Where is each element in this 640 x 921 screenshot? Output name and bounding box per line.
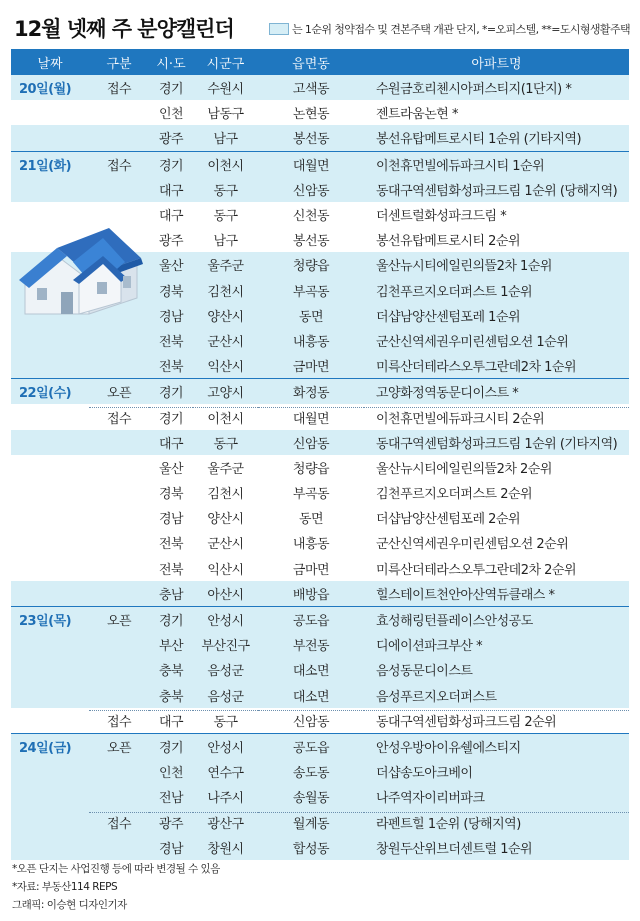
sigungu-cell: 이천시: [193, 407, 258, 427]
table-header: [11, 49, 629, 75]
eupmyeondong-cell: 동면: [298, 309, 324, 325]
sigungu-cell: 동구: [193, 710, 258, 730]
apartment-cell: 안성우방아이유쉘에스티지: [376, 740, 521, 756]
table-row: [11, 759, 629, 784]
eupmyeondong-cell: 신암동: [292, 183, 330, 199]
table-row: [11, 125, 629, 150]
footer-source: *자료: 부동산114 REPS: [12, 881, 118, 893]
sigungu-cell: 안성시: [207, 740, 244, 756]
sigungu-cell: 부산진구: [201, 639, 250, 655]
sido-cell: 충북: [158, 664, 184, 680]
sido-cell: 대구: [158, 183, 184, 199]
header-apartment: 아파트명: [471, 56, 522, 72]
header-type: 구분: [106, 56, 132, 72]
sido-cell: 전북: [158, 334, 184, 350]
eupmyeondong-cell: 금마면: [292, 562, 330, 578]
sigungu-cell: 양산시: [207, 512, 244, 528]
eupmyeondong-cell: 대월면: [292, 158, 330, 174]
page-title: 12월 넷째 주 분양캘린더: [14, 17, 234, 41]
type-cell: 접수: [89, 407, 149, 427]
table-row: [11, 455, 629, 480]
eupmyeondong-cell: 화정동: [292, 386, 330, 402]
date-cell: 20일(월): [19, 82, 72, 98]
footer-credit: 그래픽: 이승현 디자인기자: [12, 899, 127, 911]
sigungu-cell: 남구: [213, 234, 238, 250]
eupmyeondong-cell: 신암동: [292, 436, 330, 452]
apartment-cell: 울산뉴시티에일린의뜰2차 2순위: [376, 461, 552, 477]
apartment-cell: 더샵남양산센텀포레 1순위: [376, 309, 521, 325]
sido-cell: 울산: [158, 461, 184, 477]
table-row: [11, 657, 629, 682]
apartment-cell: 힐스테이트천안아산역듀클래스 *: [376, 587, 555, 603]
eupmyeondong-cell: 부전동: [292, 639, 330, 655]
sigungu-cell: 동구: [213, 436, 238, 452]
sigungu-cell: 연수구: [207, 766, 244, 782]
apartment-cell: 봉선유탑메트로시티 1순위 (기타지역): [376, 132, 582, 148]
apartment-cell: 디에이션파크부산 *: [376, 639, 483, 655]
sido-cell: 대구: [158, 209, 184, 225]
apartment-cell: 미륵산더테라스오투그란데2차 1순위: [376, 360, 577, 376]
sido-cell: 경기: [158, 740, 184, 756]
sigungu-cell: 이천시: [207, 158, 244, 174]
table-row: [11, 632, 629, 657]
eupmyeondong-cell: 동면: [298, 512, 324, 528]
eupmyeondong-cell: 공도읍: [292, 614, 330, 630]
apartment-cell: 군산신역세권우미린센텀오션 1순위: [376, 334, 569, 350]
sigungu-cell: 양산시: [207, 309, 244, 325]
eupmyeondong-cell: 신암동: [258, 710, 364, 730]
apartment-cell: 동대구역센텀화성파크드림 2순위: [364, 710, 629, 730]
apartment-cell: 젠트라움논현 *: [376, 107, 458, 123]
apartment-cell: 동대구역센텀화성파크드림 1순위 (기타지역): [376, 436, 618, 452]
table-row: [11, 835, 629, 860]
table-row: [11, 75, 629, 100]
sido-cell: 전북: [158, 360, 184, 376]
table-row: [11, 708, 629, 733]
sigungu-cell: 남구: [213, 132, 238, 148]
type-cell: 오픈: [106, 740, 132, 756]
table-row: [11, 404, 629, 429]
sigungu-cell: 동구: [213, 183, 238, 199]
apartment-cell: 미륵산더테라스오투그란데2차 2순위: [376, 562, 577, 578]
eupmyeondong-cell: 내흥동: [292, 537, 330, 553]
sido-cell: 경남: [158, 309, 184, 325]
eupmyeondong-cell: 청량읍: [292, 259, 330, 275]
footer-note: *오픈 단지는 사업진행 등에 따라 변경될 수 있음: [12, 863, 220, 875]
sido-cell: 광주: [149, 812, 193, 832]
legend: [269, 21, 630, 37]
apartment-cell: 더센트럴화성파크드림 *: [376, 209, 507, 225]
type-cell: 오픈: [106, 614, 132, 630]
eupmyeondong-cell: 송월동: [292, 791, 330, 807]
table-row: [11, 606, 629, 632]
table-row: [11, 177, 629, 202]
date-cell: 24일(금): [19, 740, 72, 756]
apartment-cell: 창원두산위브더센트럴 1순위: [376, 841, 533, 857]
eupmyeondong-cell: 월계동: [258, 812, 364, 832]
table-row: [11, 505, 629, 530]
sigungu-cell: 고양시: [207, 386, 244, 402]
apartment-cell: 더샵남양산센텀포레 2순위: [376, 512, 521, 528]
sigungu-cell: 익산시: [207, 562, 244, 578]
sido-cell: 대구: [149, 710, 193, 730]
sido-cell: 경남: [158, 841, 184, 857]
eupmyeondong-cell: 내흥동: [292, 334, 330, 350]
eupmyeondong-cell: 송도동: [292, 766, 330, 782]
sido-cell: 경기: [158, 158, 184, 174]
header-date: 날짜: [37, 56, 63, 72]
eupmyeondong-cell: 논현동: [292, 107, 330, 123]
sigungu-cell: 광산구: [193, 812, 258, 832]
sido-cell: 울산: [158, 259, 184, 275]
sido-cell: 경기: [158, 82, 184, 98]
apartment-cell: 라펜트힐 1순위 (당해지역): [364, 812, 629, 832]
table-body: [11, 75, 629, 860]
eupmyeondong-cell: 신천동: [292, 209, 330, 225]
apartment-cell: 김천푸르지오더퍼스트 2순위: [376, 487, 533, 503]
date-cell: 23일(목): [19, 614, 72, 630]
sigungu-cell: 안성시: [207, 614, 244, 630]
sigungu-cell: 울주군: [207, 461, 244, 477]
table-row: [11, 100, 629, 125]
eupmyeondong-cell: 부곡동: [292, 487, 330, 503]
sido-cell: 경남: [158, 512, 184, 528]
sido-cell: 광주: [158, 132, 184, 148]
sigungu-cell: 군산시: [207, 334, 244, 350]
sido-cell: 대구: [158, 436, 184, 452]
eupmyeondong-cell: 고색동: [292, 82, 330, 98]
type-cell: 접수: [106, 82, 132, 98]
sido-cell: 경기: [149, 407, 193, 427]
table-row: [11, 809, 629, 834]
table-row: [11, 328, 629, 353]
table-row: [11, 378, 629, 404]
eupmyeondong-cell: 부곡동: [292, 284, 330, 300]
sido-cell: 경북: [158, 284, 184, 300]
sigungu-cell: 음성군: [207, 689, 244, 705]
sido-cell: 인천: [158, 107, 184, 123]
header-sigungu: 시군구: [206, 56, 245, 72]
table-row: [11, 556, 629, 581]
apartment-cell: 나주역자이리버파크: [376, 791, 485, 807]
type-cell: 오픈: [106, 386, 132, 402]
table-row: [11, 480, 629, 505]
eupmyeondong-cell: 봉선동: [292, 132, 330, 148]
legend-swatch: [269, 23, 289, 35]
table-row: [11, 151, 629, 177]
eupmyeondong-cell: 공도읍: [292, 740, 330, 756]
table-row: [11, 581, 629, 606]
legend-text: 는 1순위 청약접수 및 견본주택 개관 단지, *=오피스텔, **=도시형생활주택: [292, 23, 630, 36]
sigungu-cell: 음성군: [207, 664, 244, 680]
sido-cell: 경북: [158, 487, 184, 503]
apartment-cell: 고양화정역동문디이스트 *: [376, 386, 519, 402]
sigungu-cell: 군산시: [207, 537, 244, 553]
eupmyeondong-cell: 금마면: [292, 360, 330, 376]
apartment-cell: 군산신역세권우미린센텀오션 2순위: [376, 537, 569, 553]
table-row: [11, 430, 629, 455]
sigungu-cell: 아산시: [207, 587, 244, 603]
calendar-table: [11, 49, 629, 860]
type-cell: 접수: [106, 158, 132, 174]
apartment-cell: 음성동문디이스트: [376, 664, 473, 680]
sido-cell: 부산: [158, 639, 184, 655]
sido-cell: 전북: [158, 537, 184, 553]
table-row: [11, 353, 629, 378]
apartment-cell: 동대구역센텀화성파크드림 1순위 (당해지역): [376, 183, 618, 199]
sigungu-cell: 김천시: [207, 284, 244, 300]
type-cell: 접수: [89, 710, 149, 730]
apartment-cell: 이천휴먼빌에듀파크시티 2순위: [364, 407, 629, 427]
sido-cell: 전북: [158, 562, 184, 578]
eupmyeondong-cell: 대소면: [292, 664, 330, 680]
sido-cell: 인천: [158, 766, 184, 782]
eupmyeondong-cell: 배방읍: [292, 587, 330, 603]
sigungu-cell: 익산시: [207, 360, 244, 376]
apartment-cell: 음성푸르지오더퍼스트: [376, 689, 497, 705]
eupmyeondong-cell: 대소면: [292, 689, 330, 705]
sido-cell: 전남: [158, 791, 184, 807]
eupmyeondong-cell: 청량읍: [292, 461, 330, 477]
table-row: [11, 733, 629, 759]
house-illustration-icon: [17, 218, 145, 322]
apartment-cell: 김천푸르지오더퍼스트 1순위: [376, 284, 533, 300]
sido-cell: 광주: [158, 234, 184, 250]
header-sido: 시·도: [156, 56, 186, 72]
sigungu-cell: 수원시: [207, 82, 244, 98]
apartment-cell: 봉선유탑메트로시티 2순위: [376, 234, 521, 250]
sigungu-cell: 김천시: [207, 487, 244, 503]
apartment-cell: 더샵송도아크베이: [376, 766, 473, 782]
eupmyeondong-cell: 봉선동: [292, 234, 330, 250]
eupmyeondong-cell: 대월면: [258, 407, 364, 427]
table-row: [11, 683, 629, 708]
footer: [12, 860, 220, 914]
sido-cell: 충북: [158, 689, 184, 705]
sigungu-cell: 울주군: [207, 259, 244, 275]
sido-cell: 경기: [158, 614, 184, 630]
table-row: [11, 530, 629, 555]
apartment-cell: 효성해링턴플레이스안성공도: [376, 614, 533, 630]
sigungu-cell: 남동구: [207, 107, 244, 123]
apartment-cell: 수원금호리첸시아퍼스티지(1단지) *: [376, 82, 572, 98]
sigungu-cell: 동구: [213, 209, 238, 225]
apartment-cell: 울산뉴시티에일린의뜰2차 1순위: [376, 259, 552, 275]
eupmyeondong-cell: 합성동: [292, 841, 330, 857]
sigungu-cell: 나주시: [207, 791, 244, 807]
date-cell: 22일(수): [19, 386, 72, 402]
type-cell: 접수: [89, 812, 149, 832]
apartment-cell: 이천휴먼빌에듀파크시티 1순위: [376, 158, 545, 174]
table-row: [11, 784, 629, 809]
sido-cell: 경기: [158, 386, 184, 402]
date-cell: 21일(화): [19, 158, 72, 174]
header-eupmyeondong: 읍면동: [292, 56, 330, 72]
sigungu-cell: 창원시: [207, 841, 244, 857]
sido-cell: 충남: [158, 587, 184, 603]
